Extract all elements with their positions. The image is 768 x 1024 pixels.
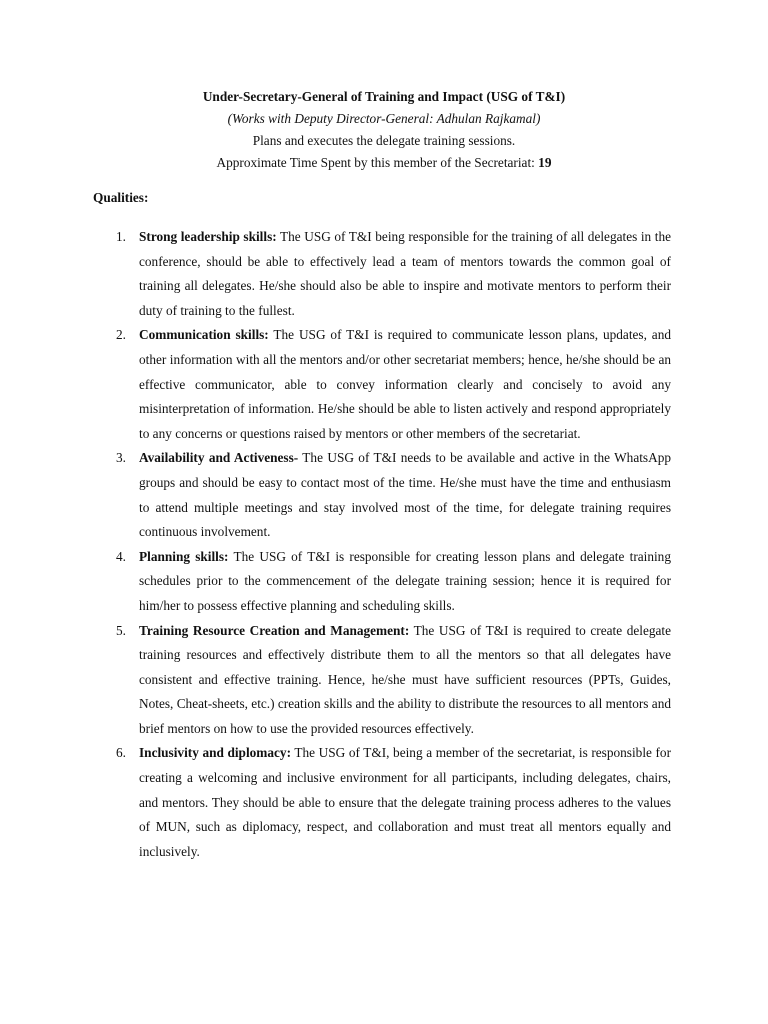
list-item-term: Communication skills: [139, 327, 269, 343]
list-item [0, 323, 671, 446]
time-spent-label: Approximate Time Spent by this member of the Secretariat: [216, 155, 539, 170]
list-item [0, 545, 671, 619]
list-item-text: The USG of T&I is required to create delegate training resources and effectively distribute them to all the mentors so that all delegates have consistent and effective training. Hence, he/she must have sufficient resources (PPTs, Guides, Notes, Cheat-sheets, etc.) creation skills and the ability to distribute the resources to all mentors and brief mentors on how to use the provided resources effectively. [139, 622, 671, 736]
list-item [0, 741, 671, 864]
qualities-heading: Qualities: [93, 190, 149, 205]
list-item-term: Training Resource Creation and Management: [139, 622, 410, 638]
list-item-number: 2. [116, 327, 126, 343]
role-subtitle: (Works with Deputy Director-General: Adhulan Rajkamal) [227, 111, 541, 126]
list-item-term: Strong leadership skills: [139, 229, 277, 244]
time-spent [0, 152, 768, 174]
document-header [0, 86, 768, 174]
list-item-number: 6. [116, 745, 126, 761]
list-item-number: 1. [116, 229, 126, 244]
list-item [0, 446, 671, 544]
list-item-text: The USG of T&I needs to be available and active in the WhatsApp groups and should be easy to contact most of the time. He/she must have the time and enthusiasm to attend multiple meetings and stay involved most of the time, for delegate training requires continuous involvement. [139, 450, 671, 540]
role-description: Plans and executes the delegate training sessions. [252, 133, 516, 148]
list-item [0, 619, 671, 742]
list-item-text: The USG of T&I is responsible for creating lesson plans and delegate training schedules prior to the commencement of the delegate training session; hence it is required for him/her to possess effective planning and scheduling skills. [139, 548, 671, 613]
list-item-term: Availability and Activeness- [139, 450, 299, 466]
list-item-text: The USG of T&I being responsible for the training of all delegates in the conference, should be able to effectively lead a team of mentors towards the common goal of training all delegates. He/she should also be able to inspire and motivate mentors to perform their duty of training to the fullest. [139, 229, 671, 318]
list-item-term: Inclusivity and diplomacy: [139, 745, 292, 761]
list-item-number: 5. [116, 622, 126, 638]
list-item [0, 225, 671, 323]
list-item-term: Planning skills: [139, 548, 229, 564]
time-spent-value: 19 [538, 155, 552, 170]
list-item-number: 4. [116, 548, 126, 564]
list-item-text: The USG of T&I, being a member of the secretariat, is responsible for creating a welcoming and inclusive environment for all participants, including delegates, chairs, and mentors. They should be able to ensure that the delegate training process adheres to the values of MUN, such as diplomacy, respect, and collaboration and must treat all mentors equally and inclusively. [139, 745, 672, 859]
list-item-number: 3. [116, 450, 126, 466]
qualities-list [0, 225, 768, 864]
role-title: Under-Secretary-General of Training and Impact (USG of T&I) [202, 89, 566, 104]
list-item-text: The USG of T&I is required to communicate lesson plans, updates, and other information with all the mentors and/or other secretariat members; hence, he/she should be an effective communicator, able to convey information clearly and concisely to avoid any misinterpretation of information. He/she should be able to listen actively and respond appropriately to any concerns or questions raised by mentors or other members of the secretariat. [139, 327, 671, 441]
